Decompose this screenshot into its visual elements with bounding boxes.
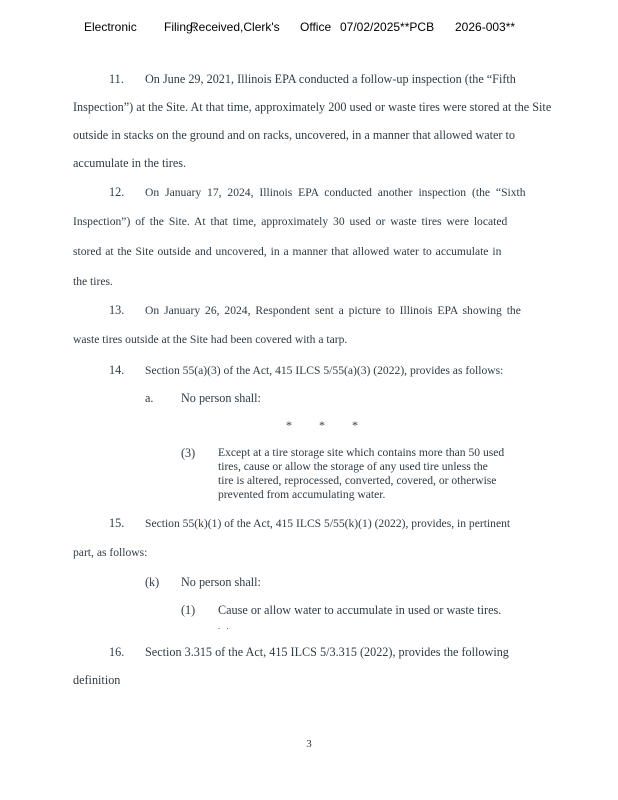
para-14-item-3-label: (3) [181,446,196,460]
page-number: 3 [306,738,312,750]
para-11-line-4: accumulate in the tires. [73,156,187,170]
para-11-line-2: Inspection”) at the Site. At that time, approximately 200 used or waste tires were stored at the Site [73,100,552,114]
para-13-line-1: On January 26, 2024, Respondent sent a picture to Illinois EPA showing the [145,304,521,317]
para-15-line-1: Section 55(k)(1) of the Act, 415 ILCS 5/55(k)(1) (2022), provides, in pertinent [145,517,511,530]
header-electronic: Electronic [84,20,137,34]
header-date: 07/02/2025**PCB [340,20,435,34]
section-break-stars: * * * [286,418,358,432]
para-14-line-1: Section 55(a)(3) of the Act, 415 ILCS 5/55(a)(3) (2022), provides as follows: [145,364,504,377]
para-15-line-2: part, as follows: [73,546,148,559]
para-12-number: 12. [109,185,125,199]
para-15-number: 15. [109,516,125,530]
para-11-line-3: outside in stacks on the ground and on racks, uncovered, in a manner that allowed water to [73,128,516,142]
para-14-number: 14. [109,363,125,377]
ellipsis: . . [218,621,231,631]
header-case: 2026-003** [455,20,516,34]
para-14-item-3-line-4: prevented from accumulating water. [218,488,386,501]
para-12-line-3: stored at the Site outside and uncovered, in a manner that allowed water to accumulate in [73,245,502,258]
para-12-line-1: On January 17, 2024, Illinois EPA conducted another inspection (the “Sixth [145,186,526,199]
header-filing: Filing: [164,20,197,34]
para-11-line-1: On June 29, 2021, Illinois EPA conducted a follow-up inspection (the “Fifth [145,72,516,86]
para-16-number: 16. [109,645,125,659]
para-14-item-3-line-3: tire is altered, reprocessed, converted, covered, or otherwise [218,474,497,487]
para-13-line-2: waste tires outside at the Site had been covered with a tarp. [73,333,348,346]
para-14-item-3-line-1: Except at a tire storage site which contains more than 50 used [218,446,505,459]
para-14-sub-a-label: a. [145,391,154,405]
para-15-item-1-text: Cause or allow water to accumulate in used or waste tires. [218,603,502,617]
para-14-sub-a-text: No person shall: [181,391,261,405]
para-13-number: 13. [109,303,125,317]
para-14-item-3-line-2: tires, cause or allow the storage of any used tire unless the [218,460,488,473]
header-office: Office [300,20,332,34]
para-16-line-2: definition [73,673,121,687]
para-12-line-4: the tires. [73,275,113,288]
para-15-sub-k-label: (k) [145,575,160,589]
para-11-number: 11. [109,72,124,86]
para-12-line-2: Inspection”) of the Site. At that time, approximately 30 used or waste tires were located [73,215,508,228]
header-received: Received,Clerk's [190,20,280,34]
para-15-sub-k-text: No person shall: [181,575,261,589]
para-15-item-1-label: (1) [181,603,196,617]
para-16-line-1: Section 3.315 of the Act, 415 ILCS 5/3.315 (2022), provides the following [145,645,509,659]
